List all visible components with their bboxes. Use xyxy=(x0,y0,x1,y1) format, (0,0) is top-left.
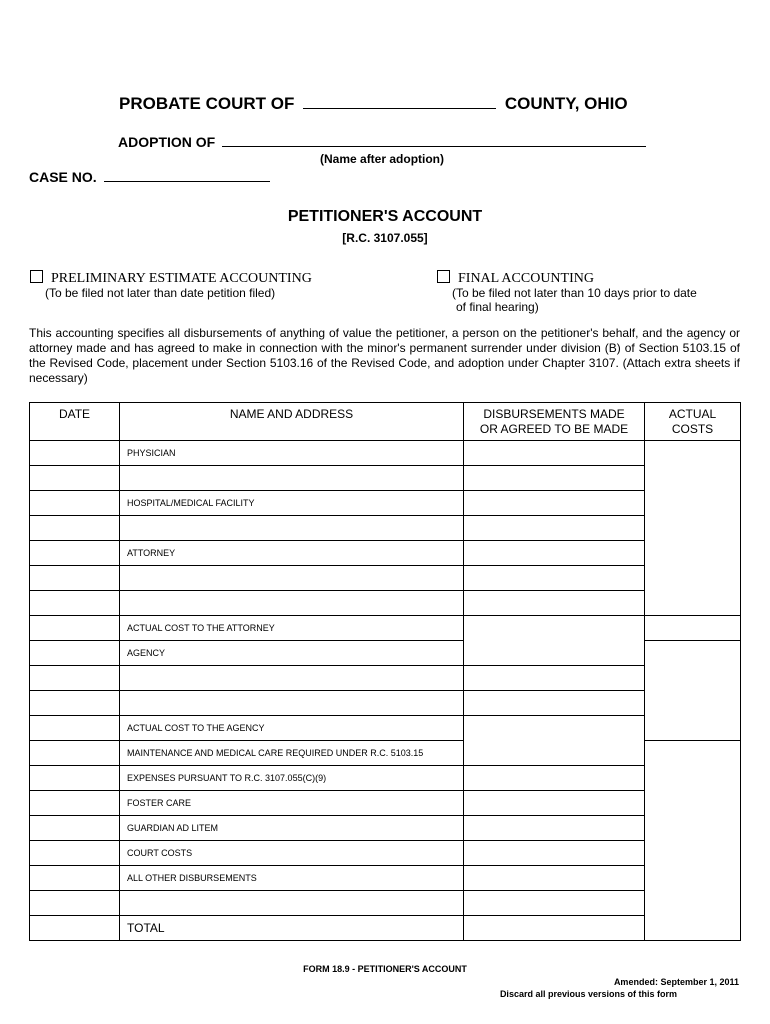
name-address-header: NAME AND ADDRESS xyxy=(120,403,464,441)
name-cell[interactable] xyxy=(120,566,464,591)
discard-notice: Discard all previous versions of this form xyxy=(499,989,677,999)
statute-reference: [R.C. 3107.055] xyxy=(342,231,428,245)
date-cell[interactable] xyxy=(30,916,120,941)
actual-cost-cell[interactable] xyxy=(645,441,741,616)
date-cell[interactable] xyxy=(30,541,120,566)
final-note-line1: (To be filed not later than 10 days prior to date xyxy=(452,286,697,300)
table-row xyxy=(30,791,741,816)
date-cell[interactable] xyxy=(30,866,120,891)
agency-cell[interactable]: AGENCY xyxy=(120,641,464,666)
disbursement-cell[interactable] xyxy=(464,691,645,716)
date-cell[interactable] xyxy=(30,641,120,666)
name-cell[interactable] xyxy=(120,891,464,916)
table-row xyxy=(30,541,741,566)
actual-cost-cell[interactable] xyxy=(645,641,741,741)
table-row xyxy=(30,666,741,691)
guardian-cell[interactable]: GUARDIAN AD LITEM xyxy=(120,816,464,841)
agency-cost-cell[interactable]: ACTUAL COST TO THE AGENCY xyxy=(120,716,464,741)
account-table xyxy=(29,402,741,941)
table-row xyxy=(30,891,741,916)
date-cell[interactable] xyxy=(30,666,120,691)
final-checkbox[interactable] xyxy=(437,270,450,283)
case-number-label: CASE NO. xyxy=(29,169,97,185)
actual-costs-header: ACTUAL COSTS xyxy=(645,403,741,441)
table-row xyxy=(30,866,741,891)
preliminary-label: PRELIMINARY ESTIMATE ACCOUNTING xyxy=(51,271,312,286)
county-field[interactable] xyxy=(303,92,496,109)
preliminary-option[interactable] xyxy=(30,270,312,287)
case-number-field[interactable] xyxy=(104,169,270,182)
date-cell[interactable] xyxy=(30,741,120,766)
table-row xyxy=(30,566,741,591)
adoption-name-hint: (Name after adoption) xyxy=(320,152,445,166)
form-title: PETITIONER'S ACCOUNT xyxy=(287,208,483,225)
name-cell[interactable] xyxy=(120,466,464,491)
adoption-line xyxy=(118,134,646,150)
preliminary-checkbox[interactable] xyxy=(30,270,43,283)
court-costs-cell[interactable]: COURT COSTS xyxy=(120,841,464,866)
name-cell[interactable] xyxy=(120,591,464,616)
court-prefix: PROBATE COURT OF xyxy=(119,94,295,113)
adoption-name-field[interactable] xyxy=(222,134,646,147)
table-row xyxy=(30,466,741,491)
table-row xyxy=(30,816,741,841)
date-cell[interactable] xyxy=(30,466,120,491)
disbursement-cell[interactable] xyxy=(464,666,645,691)
table-row xyxy=(30,516,741,541)
table-header-row xyxy=(30,403,741,441)
date-cell[interactable] xyxy=(30,891,120,916)
expenses-cell[interactable]: EXPENSES PURSUANT TO R.C. 3107.055(C)(9) xyxy=(120,766,464,791)
table-row xyxy=(30,691,741,716)
date-cell[interactable] xyxy=(30,791,120,816)
total-label: TOTAL xyxy=(120,916,464,941)
table-row xyxy=(30,441,741,466)
preliminary-note: (To be filed not later than date petition filed) xyxy=(45,286,276,300)
disbursement-cell[interactable] xyxy=(464,491,645,516)
table-row xyxy=(30,766,741,791)
disbursement-cell[interactable] xyxy=(464,716,645,766)
date-cell[interactable] xyxy=(30,566,120,591)
amended-date: Amended: September 1, 2011 xyxy=(613,977,739,987)
physician-cell[interactable]: PHYSICIAN xyxy=(120,441,464,466)
actual-cost-cell[interactable] xyxy=(645,616,741,641)
court-title xyxy=(119,92,628,114)
final-label: FINAL ACCOUNTING xyxy=(458,271,594,286)
attorney-cell[interactable]: ATTORNEY xyxy=(120,541,464,566)
disbursement-cell[interactable] xyxy=(464,616,645,666)
hospital-cell[interactable]: HOSPITAL/MEDICAL FACILITY xyxy=(120,491,464,516)
final-note-line2: of final hearing) xyxy=(456,300,539,314)
final-option[interactable] xyxy=(437,270,594,287)
total-row xyxy=(30,916,741,941)
disbursement-cell[interactable] xyxy=(464,816,645,841)
table-row xyxy=(30,841,741,866)
disbursement-cell[interactable] xyxy=(464,441,645,466)
table-row xyxy=(30,716,741,741)
foster-care-cell[interactable]: FOSTER CARE xyxy=(120,791,464,816)
date-cell[interactable] xyxy=(30,766,120,791)
actual-cost-cell[interactable] xyxy=(645,741,741,941)
disbursement-cell[interactable] xyxy=(464,591,645,616)
disbursement-cell[interactable] xyxy=(464,466,645,491)
disbursement-cell[interactable] xyxy=(464,566,645,591)
maintenance-cell[interactable]: MAINTENANCE AND MEDICAL CARE REQUIRED UNDER R.C. 5103.15 xyxy=(120,741,464,766)
date-cell[interactable] xyxy=(30,441,120,466)
date-cell[interactable] xyxy=(30,516,120,541)
date-cell[interactable] xyxy=(30,691,120,716)
table-row xyxy=(30,616,741,641)
form-id: FORM 18.9 - PETITIONER'S ACCOUNT xyxy=(303,964,467,974)
attorney-cost-cell[interactable]: ACTUAL COST TO THE ATTORNEY xyxy=(120,616,464,641)
date-cell[interactable] xyxy=(30,616,120,641)
total-disbursement-cell[interactable] xyxy=(464,916,645,941)
date-header: DATE xyxy=(30,403,120,441)
table-row xyxy=(30,491,741,516)
disbursement-cell[interactable] xyxy=(464,841,645,866)
disbursements-header: DISBURSEMENTS MADE OR AGREED TO BE MADE xyxy=(464,403,645,441)
name-cell[interactable] xyxy=(120,516,464,541)
court-suffix: COUNTY, OHIO xyxy=(504,94,628,113)
disbursement-cell[interactable] xyxy=(464,891,645,916)
disbursement-cell[interactable] xyxy=(464,791,645,816)
date-cell[interactable] xyxy=(30,591,120,616)
name-cell[interactable] xyxy=(120,691,464,716)
disbursement-cell[interactable] xyxy=(464,866,645,891)
intro-paragraph: This accounting specifies all disbursements of anything of value the petitioner, a person on the petitioner's behalf, and the agency or attorney made and has agreed to make in connection with the minor's permanent surrender under division (B) of Section 5103.15 of the Revised Code, placement under Section 5103.16 of the Revised Code, and adoption under Chapter 3107. (Attach extra sheets if necessary) xyxy=(29,326,740,385)
disbursement-cell[interactable] xyxy=(464,766,645,791)
date-cell[interactable] xyxy=(30,816,120,841)
date-cell[interactable] xyxy=(30,716,120,741)
other-disbursements-cell[interactable]: ALL OTHER DISBURSEMENTS xyxy=(120,866,464,891)
date-cell[interactable] xyxy=(30,491,120,516)
disbursement-cell[interactable] xyxy=(464,541,645,566)
date-cell[interactable] xyxy=(30,841,120,866)
disbursement-cell[interactable] xyxy=(464,516,645,541)
case-number-line xyxy=(29,169,270,185)
table-row xyxy=(30,591,741,616)
adoption-label: ADOPTION OF xyxy=(118,134,216,150)
name-cell[interactable] xyxy=(120,666,464,691)
